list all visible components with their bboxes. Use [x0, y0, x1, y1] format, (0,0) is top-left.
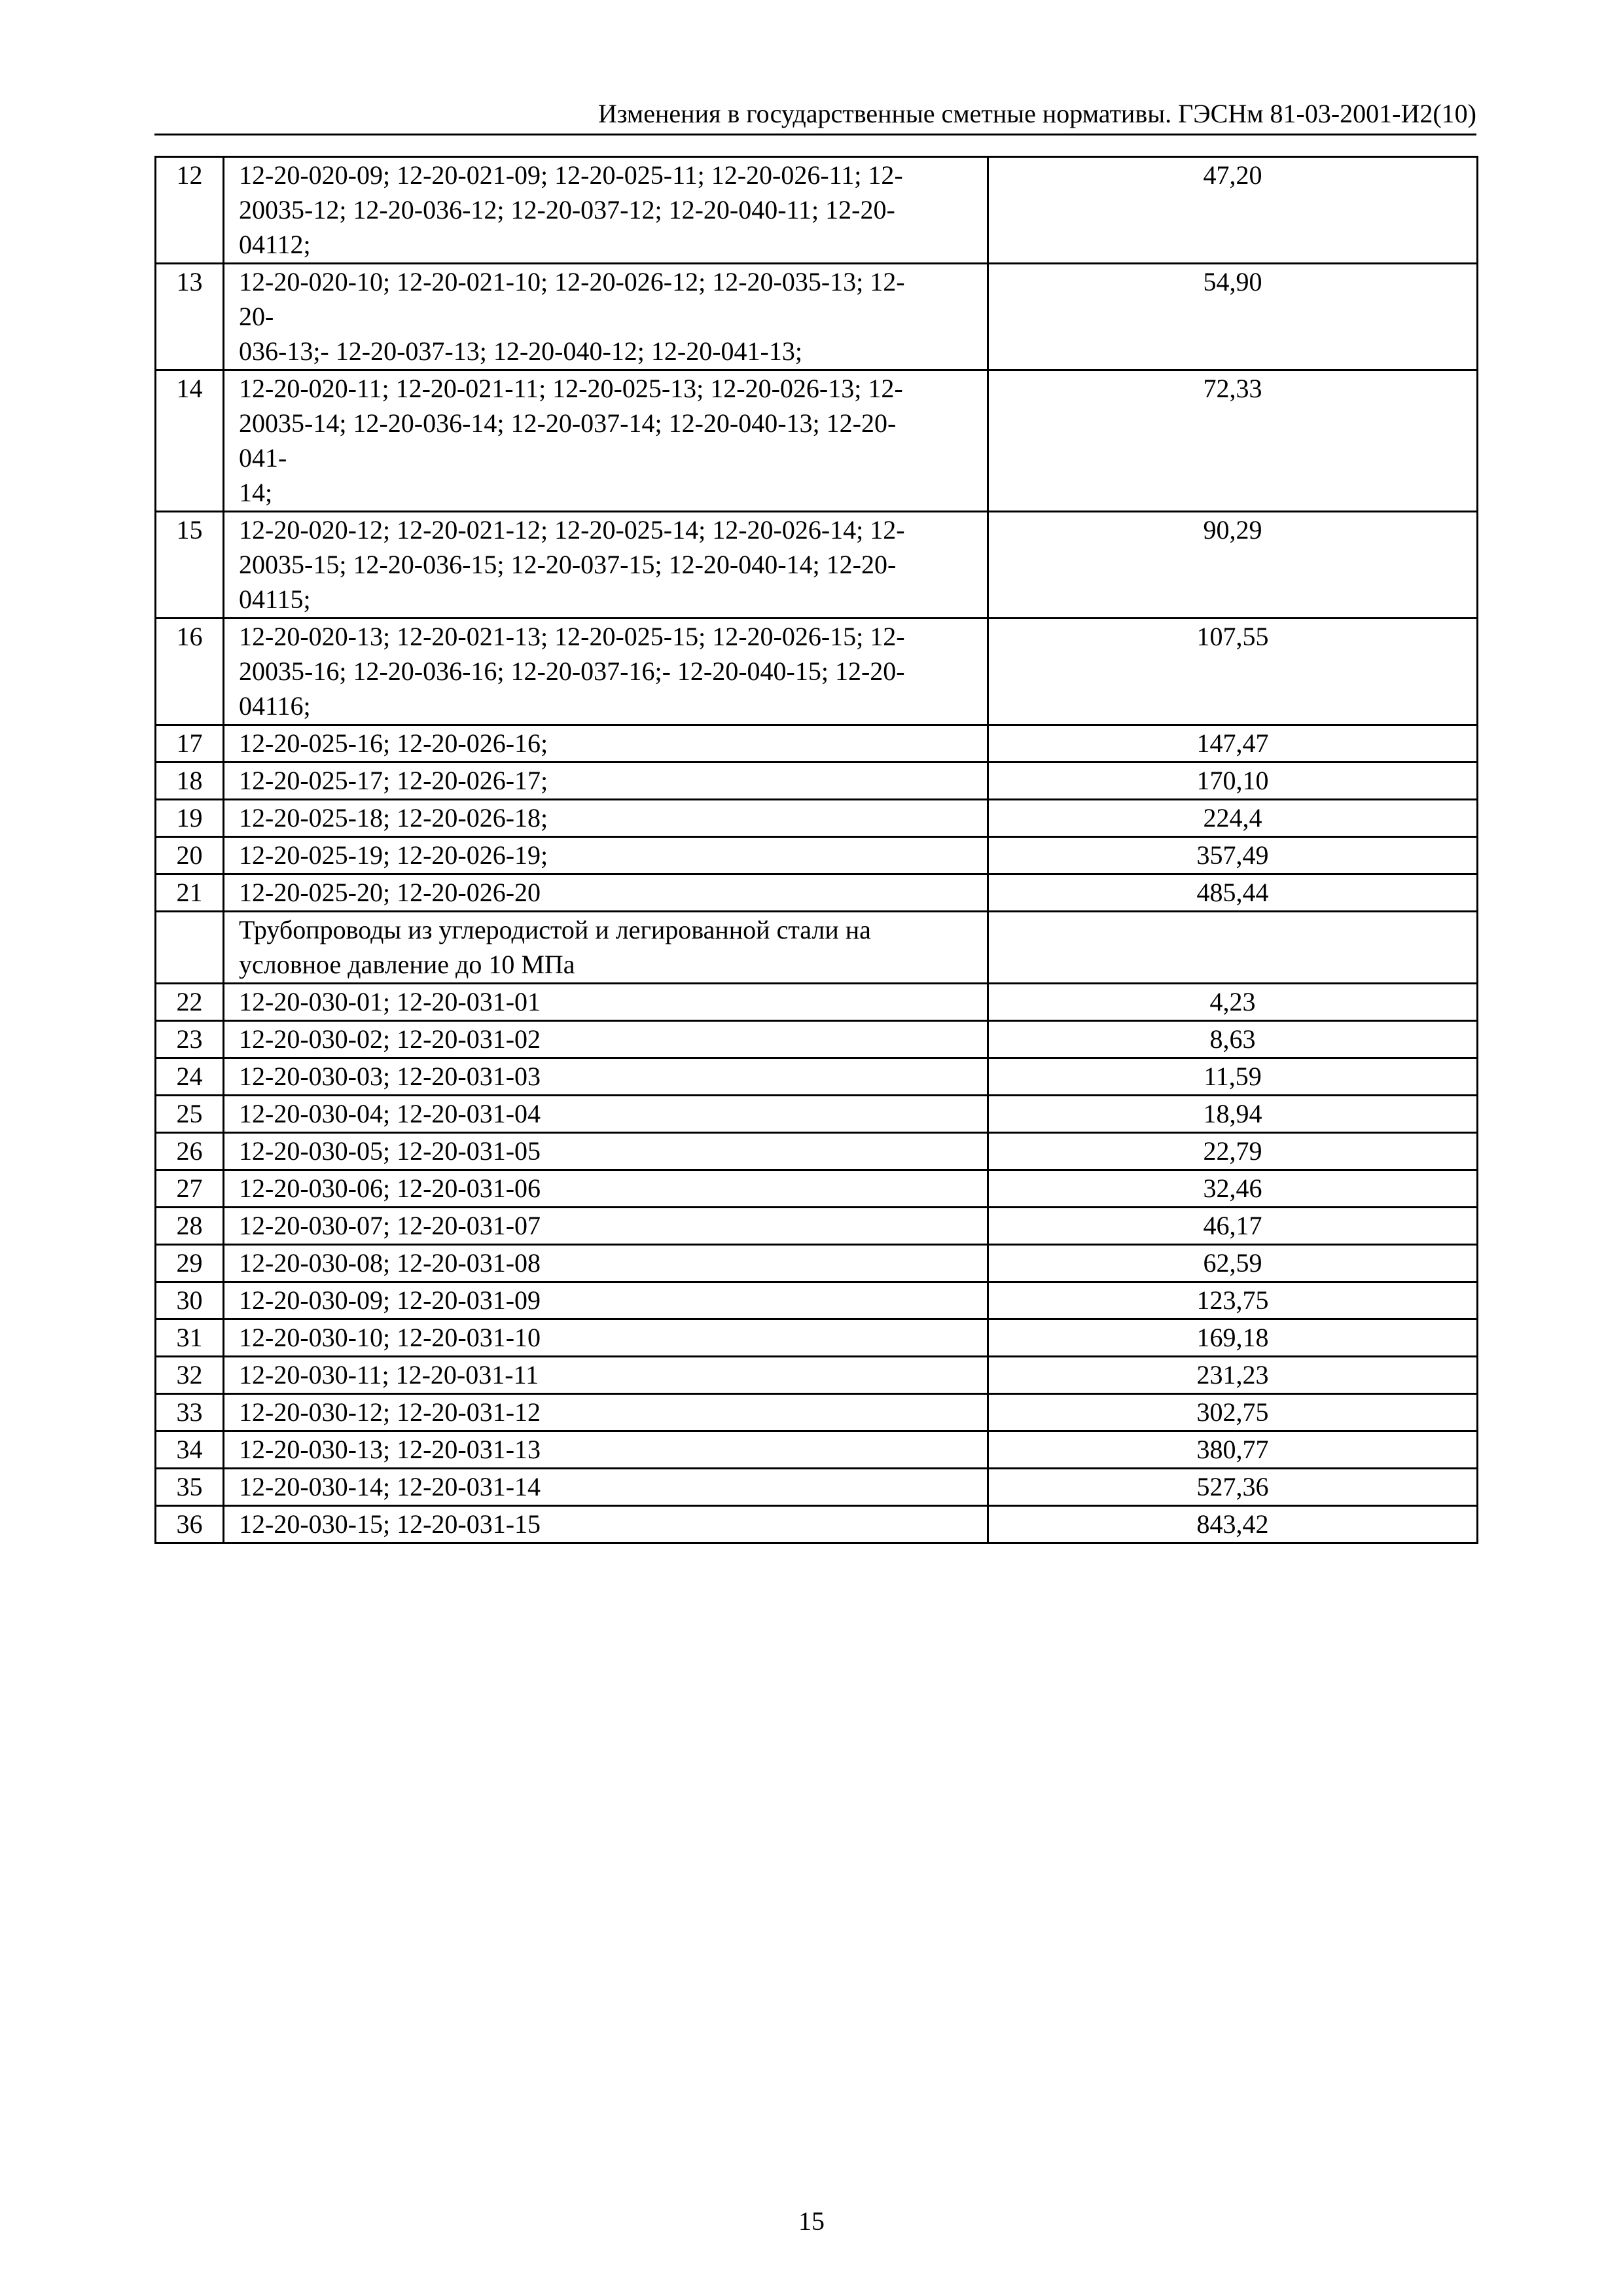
row-codes-cell: 12-20-030-07; 12-20-031-07	[224, 1208, 988, 1245]
row-codes-cell: 12-20-020-09; 12-20-021-09; 12-20-025-11; 12-20-026-11; 12- 20035-12; 12-20-036-12; 12-20-037-12; 12-20-040-11; 12-20- 04112;	[224, 157, 988, 264]
row-number-cell: 24	[156, 1058, 224, 1096]
row-codes-cell: 12-20-030-06; 12-20-031-06	[224, 1170, 988, 1208]
row-codes-cell: 12-20-025-16; 12-20-026-16;	[224, 725, 988, 762]
row-number-cell: 12	[156, 157, 224, 264]
table-row	[156, 1394, 1478, 1431]
table-row	[156, 874, 1478, 912]
row-codes-cell: 12-20-020-11; 12-20-021-11; 12-20-025-13; 12-20-026-13; 12- 20035-14; 12-20-036-14; 12-20-037-14; 12-20-040-13; 12-20- 041- 14;	[224, 370, 988, 512]
table-row	[156, 1021, 1478, 1058]
row-codes-cell: Трубопроводы из углеродистой и легированной стали на условное давление до 10 МПа	[224, 912, 988, 984]
row-value-cell: 107,55	[988, 619, 1478, 725]
row-value-cell: 32,46	[988, 1170, 1478, 1208]
row-codes-cell: 12-20-030-08; 12-20-031-08	[224, 1245, 988, 1282]
row-number-cell: 33	[156, 1394, 224, 1431]
table-row	[156, 1170, 1478, 1208]
row-number-cell: 15	[156, 512, 224, 619]
row-value-cell: 231,23	[988, 1357, 1478, 1394]
row-number-cell: 13	[156, 264, 224, 370]
row-value-cell: 357,49	[988, 837, 1478, 874]
row-number-cell: 31	[156, 1319, 224, 1357]
row-codes-cell: 12-20-025-17; 12-20-026-17;	[224, 762, 988, 800]
row-codes-cell: 12-20-030-14; 12-20-031-14	[224, 1469, 988, 1506]
table-row	[156, 1469, 1478, 1506]
row-value-cell: 22,79	[988, 1133, 1478, 1170]
table-row	[156, 1319, 1478, 1357]
page-number: 15	[798, 2206, 825, 2236]
row-value-cell: 302,75	[988, 1394, 1478, 1431]
row-value-cell: 8,63	[988, 1021, 1478, 1058]
row-number-cell: 18	[156, 762, 224, 800]
table-row	[156, 725, 1478, 762]
row-codes-cell: 12-20-020-13; 12-20-021-13; 12-20-025-15; 12-20-026-15; 12- 20035-16; 12-20-036-16; 12-20-037-16;- 12-20-040-15; 12-20- 04116;	[224, 619, 988, 725]
table-row	[156, 264, 1478, 370]
table-row	[156, 157, 1478, 264]
row-number-cell: 36	[156, 1506, 224, 1543]
row-codes-cell: 12-20-030-03; 12-20-031-03	[224, 1058, 988, 1096]
row-codes-cell: 12-20-020-12; 12-20-021-12; 12-20-025-14; 12-20-026-14; 12- 20035-15; 12-20-036-15; 12-20-037-15; 12-20-040-14; 12-20- 04115;	[224, 512, 988, 619]
row-codes-cell: 12-20-025-18; 12-20-026-18;	[224, 800, 988, 837]
row-number-cell: 26	[156, 1133, 224, 1170]
row-codes-cell: 12-20-030-01; 12-20-031-01	[224, 984, 988, 1021]
row-value-cell	[988, 912, 1478, 984]
table-row	[156, 370, 1478, 512]
row-codes-cell: 12-20-020-10; 12-20-021-10; 12-20-026-12; 12-20-035-13; 12- 20- 036-13;- 12-20-037-13; 12-20-040-12; 12-20-041-13;	[224, 264, 988, 370]
row-codes-cell: 12-20-030-02; 12-20-031-02	[224, 1021, 988, 1058]
row-number-cell: 29	[156, 1245, 224, 1282]
table-row	[156, 1431, 1478, 1469]
table-row	[156, 1058, 1478, 1096]
row-codes-cell: 12-20-030-13; 12-20-031-13	[224, 1431, 988, 1469]
row-value-cell: 527,36	[988, 1469, 1478, 1506]
table-row	[156, 1506, 1478, 1543]
row-codes-cell: 12-20-030-15; 12-20-031-15	[224, 1506, 988, 1543]
row-value-cell: 170,10	[988, 762, 1478, 800]
row-number-cell: 23	[156, 1021, 224, 1058]
row-value-cell: 843,42	[988, 1506, 1478, 1543]
row-value-cell: 54,90	[988, 264, 1478, 370]
table-row	[156, 800, 1478, 837]
row-value-cell: 380,77	[988, 1431, 1478, 1469]
row-number-cell: 32	[156, 1357, 224, 1394]
page-footer	[0, 2202, 1623, 2241]
row-value-cell: 11,59	[988, 1058, 1478, 1096]
row-number-cell: 20	[156, 837, 224, 874]
table-row	[156, 984, 1478, 1021]
table-row	[156, 1282, 1478, 1319]
table-row	[156, 912, 1478, 984]
row-value-cell: 90,29	[988, 512, 1478, 619]
row-number-cell: 34	[156, 1431, 224, 1469]
table-row	[156, 619, 1478, 725]
row-codes-cell: 12-20-030-04; 12-20-031-04	[224, 1096, 988, 1133]
row-value-cell: 47,20	[988, 157, 1478, 264]
row-number-cell: 16	[156, 619, 224, 725]
table-row	[156, 837, 1478, 874]
row-value-cell: 123,75	[988, 1282, 1478, 1319]
row-value-cell: 147,47	[988, 725, 1478, 762]
row-value-cell: 169,18	[988, 1319, 1478, 1357]
page-header	[154, 94, 1476, 135]
header-title: Изменения в государственные сметные нормативы. ГЭСНм 81-03-2001-И2(10)	[597, 99, 1476, 128]
row-number-cell: 30	[156, 1282, 224, 1319]
row-value-cell: 224,4	[988, 800, 1478, 837]
row-codes-cell: 12-20-025-19; 12-20-026-19;	[224, 837, 988, 874]
norms-table	[154, 156, 1478, 1544]
table-row	[156, 1096, 1478, 1133]
row-codes-cell: 12-20-030-12; 12-20-031-12	[224, 1394, 988, 1431]
row-value-cell: 4,23	[988, 984, 1478, 1021]
table-row	[156, 1357, 1478, 1394]
table-row	[156, 512, 1478, 619]
row-number-cell: 25	[156, 1096, 224, 1133]
row-number-cell: 27	[156, 1170, 224, 1208]
row-number-cell: 35	[156, 1469, 224, 1506]
row-number-cell: 17	[156, 725, 224, 762]
row-codes-cell: 12-20-030-05; 12-20-031-05	[224, 1133, 988, 1170]
row-codes-cell: 12-20-030-10; 12-20-031-10	[224, 1319, 988, 1357]
row-value-cell: 18,94	[988, 1096, 1478, 1133]
table-row	[156, 1245, 1478, 1282]
row-number-cell: 14	[156, 370, 224, 512]
table-row	[156, 1208, 1478, 1245]
row-number-cell: 21	[156, 874, 224, 912]
row-value-cell: 72,33	[988, 370, 1478, 512]
row-number-cell: 22	[156, 984, 224, 1021]
table-body	[156, 157, 1478, 1543]
table-row	[156, 1133, 1478, 1170]
table-row	[156, 762, 1478, 800]
row-number-cell: 28	[156, 1208, 224, 1245]
row-codes-cell: 12-20-030-11; 12-20-031-11	[224, 1357, 988, 1394]
row-value-cell: 485,44	[988, 874, 1478, 912]
row-codes-cell: 12-20-030-09; 12-20-031-09	[224, 1282, 988, 1319]
row-number-cell: 19	[156, 800, 224, 837]
row-number-cell	[156, 912, 224, 984]
row-codes-cell: 12-20-025-20; 12-20-026-20	[224, 874, 988, 912]
row-value-cell: 62,59	[988, 1245, 1478, 1282]
row-value-cell: 46,17	[988, 1208, 1478, 1245]
